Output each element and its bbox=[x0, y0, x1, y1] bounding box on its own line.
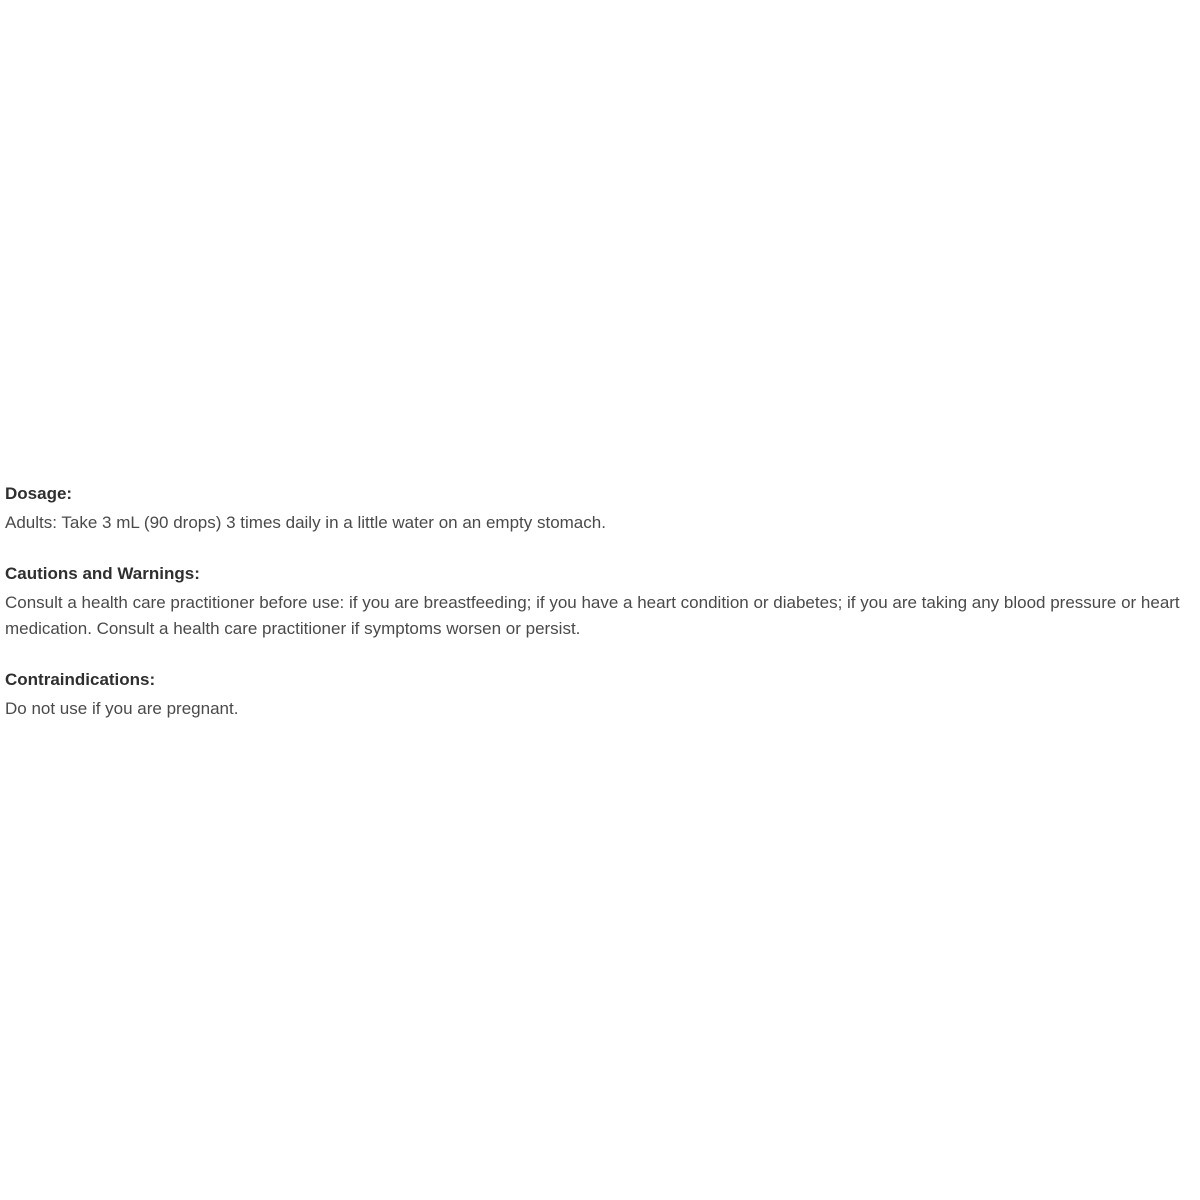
product-label-text-block bbox=[5, 482, 1195, 722]
section-dosage bbox=[5, 482, 1195, 536]
section-heading-cautions-and-warnings: Cautions and Warnings: bbox=[5, 563, 200, 583]
section-heading-dosage: Dosage: bbox=[5, 484, 73, 503]
section-heading-contraindications: Contraindications: bbox=[5, 670, 156, 690]
section-body-dosage: Adults: Take 3 mL (90 drops) 3 times daily in a little water on an empty stomach. bbox=[5, 512, 606, 532]
section-body-contraindications: Do not use if you are pregnant. bbox=[5, 698, 239, 718]
section-contraindications bbox=[5, 668, 1195, 722]
section-body-cautions-and-warnings: Consult a health care practitioner before use: if you are breastfeeding; if you have a heart condition or diabetes; if you are taking any blood pressure or heart medication. Consult a health care practitioner if symptoms worsen or persist. bbox=[5, 592, 1180, 638]
section-cautions-and-warnings bbox=[5, 562, 1195, 642]
